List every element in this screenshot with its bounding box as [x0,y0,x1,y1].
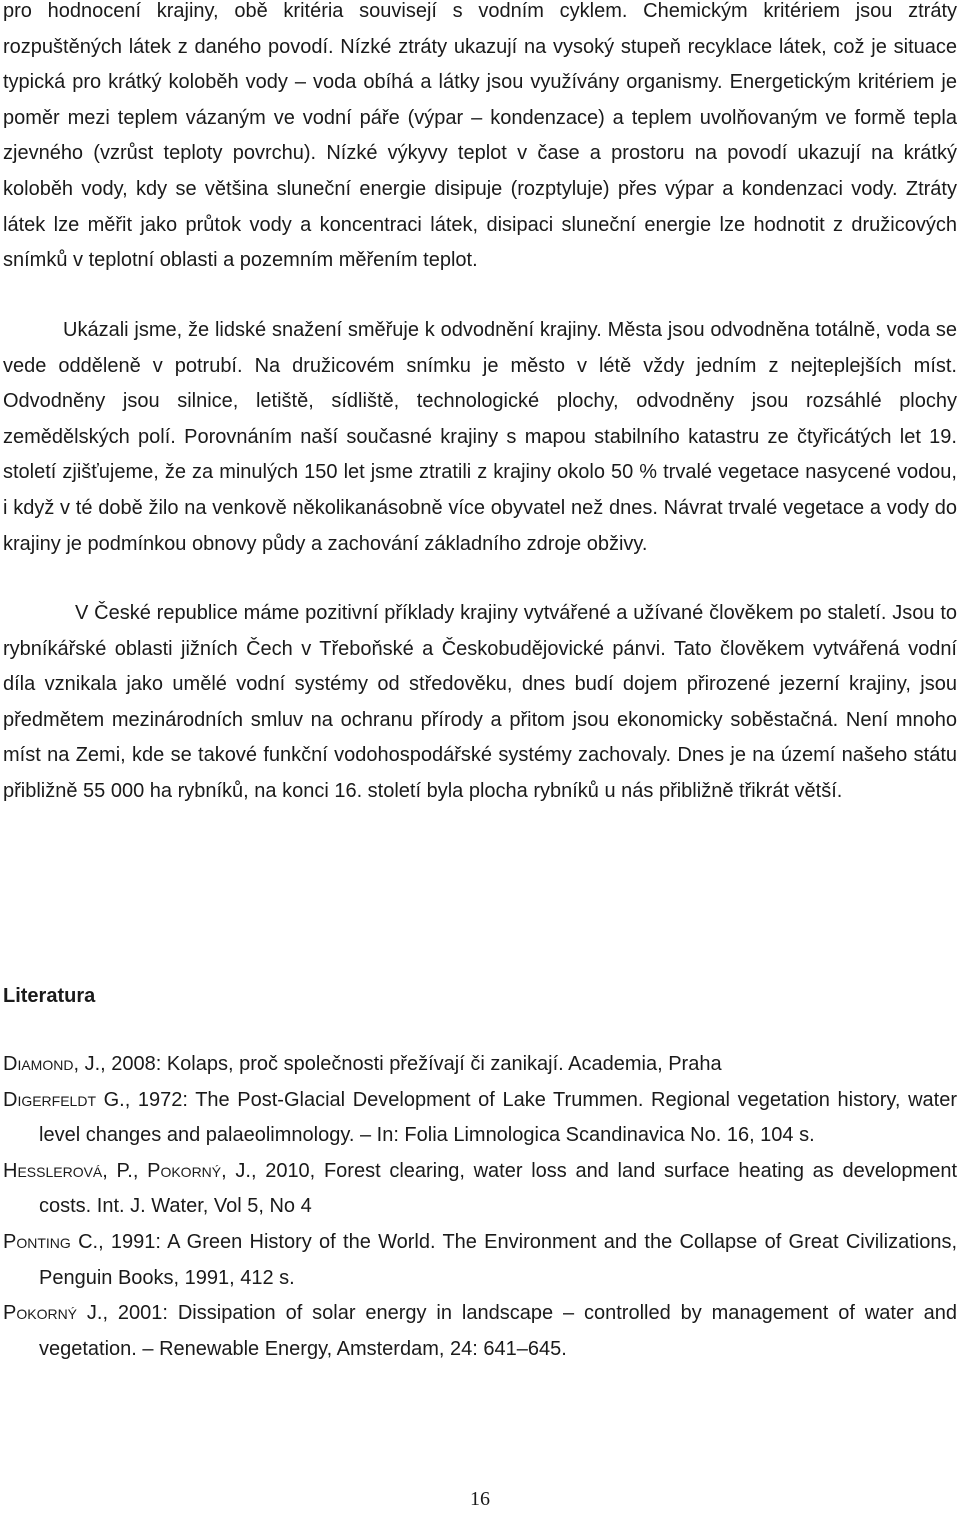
reference-initials: C. [70,1230,99,1253]
reference-initials: G. [96,1088,125,1111]
reference-details: , 2008: Kolaps, proč společnosti přežívají či zanikají. Academia, Praha [100,1053,722,1075]
reference-list [3,1047,957,1367]
page-number: 16 [470,1488,490,1510]
reference-author: Diamond [3,1053,74,1075]
reference-coauthor: Pokorný [147,1159,222,1182]
literature-heading: Literatura [3,985,96,1007]
reference-coauthor-initials: , J. [221,1159,251,1182]
paragraph-landscape-drainage: Ukázali jsme, že lidské snažení směřuje k odvodnění krajiny. Města jsou odvodněna totálně, voda se vede odděleně v potrubí. Na družicovém snímku je město v létě vždy jedním z nejteplejších míst. Odvodněny jsou silnice, letiště, sídliště, technologické plochy, odvodněny jsou rozsáhlé plochy zemědělských polí. Porovnáním naší současné krajiny s mapou stabilního katastru ze čtyřicátých let 19. století zjišťujeme, že za minulých 150 let jsme ztratili z krajiny okolo 50 % trvalé vegetace nasycené vodou, i když v té době žilo na venkově několikanásobně více obyvatel než dnes. Návrat trvalé vegetace a vody do krajiny je podmínkou obnovy půdy a zachování základního zdroje obživy. [3,319,957,555]
reference-author: Ponting [3,1230,71,1253]
reference-details: , 2010, Forest clearing, water loss and land surface heating as development costs. Int. J. Water, Vol 5, No 4 [39,1159,958,1218]
reference-details: , 1972: The Post-Glacial Development of Lake Trummen. Regional vegetation history, water level changes and palaeolimnology. – In: Folia Limnologica Scandinavica No. 16, 104 s. [39,1088,958,1147]
reference-author: Digerfeldt [3,1088,97,1111]
reference-item [3,1296,957,1367]
reference-details: , 1991: A Green History of the World. The Environment and the Collapse of Great Civilizations, Penguin Books, 1991, 412 s. [39,1230,957,1289]
reference-author: Pokorný [3,1302,78,1325]
reference-item [3,1225,957,1296]
reference-details: , 2001: Dissipation of solar energy in landscape – controlled by management of water and vegetation. – Renewable Energy, Amsterdam, 24: 641–645. [39,1302,957,1360]
reference-item [3,1083,957,1154]
paragraph-water-cycle-criteria: pro hodnocení krajiny, obě kritéria souvisejí s vodním cyklem. Chemickým kritériem jsou ztráty rozpuštěných látek z daného povodí. Nízké ztráty ukazují na vysoký stupeň recyklace látek, což je situace typická pro krátký koloběh vody – voda obíhá a látky jsou využívány organismy. Energetickým kritériem je poměr mezi teplem vázaným ve vodní páře (výpar – kondenzace) a teplem uvolňovaným ve formě tepla zjevného (vzrůst teploty povrchu). Nízké výkyvy teplot v čase a prostoru na povodí ukazují na krátký koloběh vody, kdy se většina sluneční energie disipuje (rozptyluje) přes výpar a kondenzaci vody. Ztráty látek lze měřit jako průtok vody a koncentraci látek, disipaci sluneční energie lze hodnotit z družicových snímků v teplotní oblasti a pozemním měřením teplot. [3,0,957,272]
reference-item [3,1154,957,1225]
reference-initials: , P., [102,1159,148,1182]
paragraph-fishpond-regions: V České republice máme pozitivní příklady krajiny vytvářené a užívané člověkem po staletí. Jsou to rybníkářské oblasti jižních Čech v Třeboňské a Českobudějovické pánvi. Tato člověkem vytvářená vodní díla vznikala jako umělé vodní systémy od středověku, dnes budí dojem přirozené jezerní krajiny, jsou předmětem mezinárodních smluv na ochranu přírody a přitom jsou ekonomicky soběstačná. Není mnoho míst na Zemi, kde se takové funkční vodohospodářské systémy zachovaly. Dnes je na území našeho státu přibližně 55 000 ha rybníků, na konci 16. století byla plocha rybníků u nás přibližně třikrát větší. [3,602,957,802]
reference-initials: , J. [73,1053,101,1075]
reference-author: Hesslerová [3,1159,103,1182]
reference-initials: J. [77,1302,103,1325]
reference-item [3,1047,957,1083]
